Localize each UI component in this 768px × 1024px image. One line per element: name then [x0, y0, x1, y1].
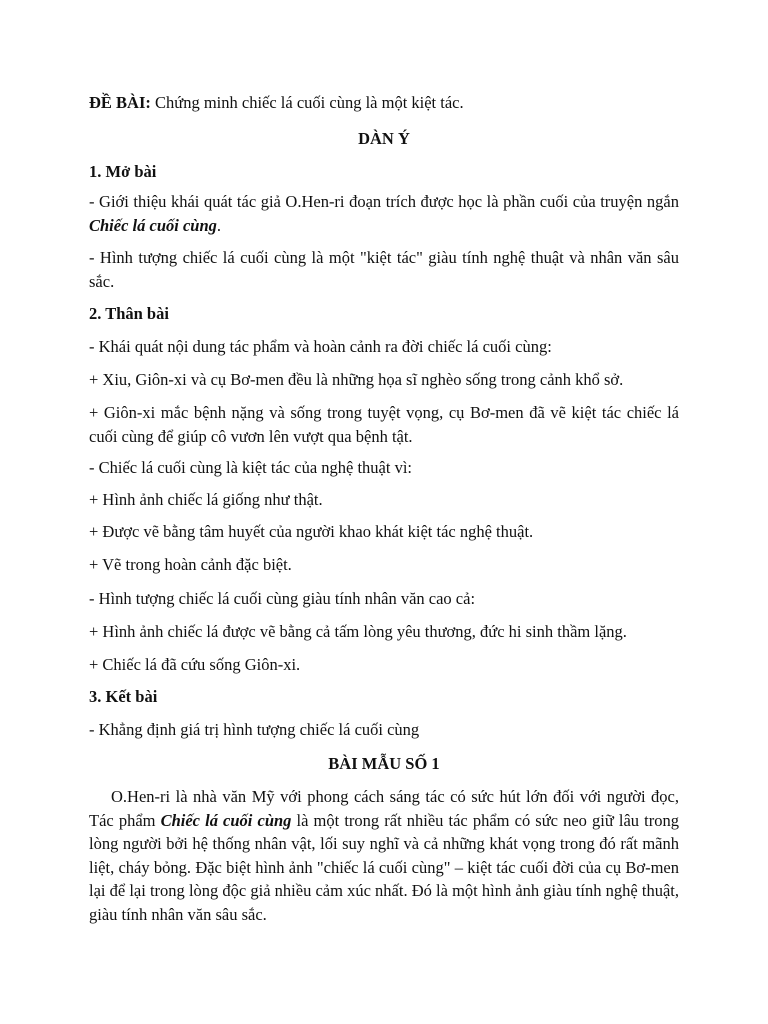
work-title: Chiếc lá cuối cùng — [89, 215, 217, 235]
body-heading: 2. Thân bài — [89, 304, 169, 323]
body-item: - Khái quát nội dung tác phẩm và hoàn cảnh ra đời chiếc lá cuối cùng: — [89, 337, 552, 356]
sample-title: BÀI MẪU SỐ 1 — [328, 754, 440, 773]
body-item: + Hình ảnh chiếc lá được vẽ bằng cả tấm lòng yêu thương, đức hi sinh thầm lặng. — [89, 622, 627, 641]
topic-line — [89, 91, 689, 114]
topic-label: ĐỀ BÀI: — [89, 93, 151, 112]
body-item: + Vẽ trong hoàn cảnh đặc biệt. — [89, 555, 292, 574]
body-item: - Chiếc lá cuối cùng là kiệt tác của nghệ thuật vì: — [89, 458, 413, 477]
intro-paragraph-1 — [89, 190, 679, 237]
body-item: + Hình ảnh chiếc lá giống như thật. — [89, 490, 323, 509]
body-item: + Chiếc lá đã cứu sống Giôn-xi. — [89, 655, 301, 674]
sample-text-start: O.Hen-ri là nhà văn Mỹ với phong cách sáng tác có sức hút lớn đối với người đọc, Tác phẩm — [89, 787, 679, 830]
sample-paragraph — [89, 785, 679, 926]
sample-text-rest: là một trong rất nhiều tác phẩm có sức neo giữ lâu trong lòng người bởi hệ thống nhân vật, lối suy nghĩ và cả những khát vọng trong đó rất mãnh liệt, cháy bỏng. Đặc biệt hình ảnh "chiếc lá cuối cùng" – kiệt tác cuối đời của cụ Bơ-men lại để lại trong lòng độc giả nhiều cảm xúc nhất. Đó là một hình ảnh giàu tính nghệ thuật, giàu tính nhân văn sâu sắc. — [89, 810, 679, 924]
body-item: + Xiu, Giôn-xi và cụ Bơ-men đều là những họa sĩ nghèo sống trong cảnh khổ sở. — [89, 370, 624, 389]
intro-heading: 1. Mở bài — [89, 162, 157, 181]
body-item: + Được vẽ bằng tâm huyết của người khao khát kiệt tác nghệ thuật. — [89, 522, 534, 541]
conclusion-item: - Khẳng định giá trị hình tượng chiếc lá cuối cùng — [89, 720, 420, 739]
topic-text: Chứng minh chiếc lá cuối cùng là một kiệt tác. — [150, 93, 464, 112]
conclusion-heading: 3. Kết bài — [89, 687, 158, 706]
intro-p1-text: - Giới thiệu khái quát tác giả O.Hen-ri đoạn trích được học là phần cuối của truyện ngắn — [89, 192, 679, 211]
intro-paragraph-2: - Hình tượng chiếc lá cuối cùng là một "kiệt tác" giàu tính nghệ thuật và nhân văn sâu sắc. — [89, 248, 679, 291]
body-item: + Giôn-xi mắc bệnh nặng và sống trong tuyệt vọng, cụ Bơ-men đã vẽ kiệt tác chiếc lá cuối cùng để giúp cô vươn lên vượt qua bệnh tật. — [89, 403, 679, 446]
body-item: - Hình tượng chiếc lá cuối cùng giàu tính nhân văn cao cả: — [89, 589, 476, 608]
intro-p1-end: . — [216, 215, 222, 235]
outline-title: DÀN Ý — [358, 129, 410, 148]
sample-work-title: Chiếc lá cuối cùng — [160, 810, 292, 830]
